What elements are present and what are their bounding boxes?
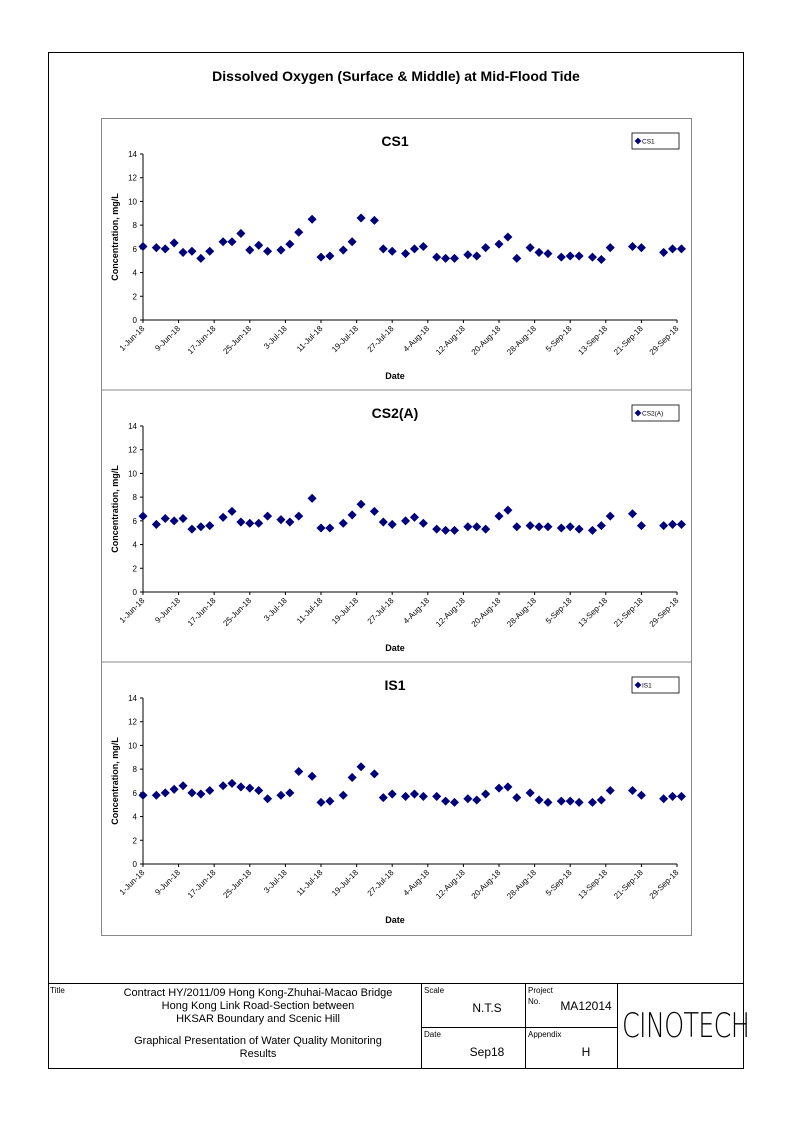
x-tick-label: 11-Jul-18 xyxy=(294,868,325,898)
x-tick-label: 3-Jul-18 xyxy=(262,596,289,623)
data-point xyxy=(494,240,503,249)
x-tick-label: 9-Jun-18 xyxy=(153,868,183,897)
y-axis-label: Concentration, mg/L xyxy=(110,465,120,553)
data-point xyxy=(637,791,646,800)
data-point xyxy=(138,512,147,521)
cinotech-logo: CINOTECH xyxy=(622,1006,750,1046)
scale-date-cell xyxy=(422,984,526,1069)
y-tick-label: 14 xyxy=(128,150,137,159)
data-point xyxy=(401,516,410,525)
data-point xyxy=(388,520,397,529)
title-label: Title xyxy=(50,986,65,995)
y-tick-label: 12 xyxy=(128,445,137,455)
data-point xyxy=(566,797,575,806)
data-point xyxy=(628,786,637,795)
data-point xyxy=(285,788,294,797)
data-point xyxy=(170,516,179,525)
data-point xyxy=(450,798,459,807)
x-tick-label: 28-Aug-18 xyxy=(505,596,539,629)
data-point xyxy=(276,246,285,255)
data-point xyxy=(379,244,388,253)
data-point xyxy=(161,244,170,253)
data-point xyxy=(526,788,535,797)
data-point xyxy=(512,793,521,802)
x-tick-label: 25-Jun-18 xyxy=(221,868,254,900)
chart-title: CS1 xyxy=(381,133,409,149)
data-point xyxy=(659,248,668,257)
x-tick-label: 29-Sep-18 xyxy=(647,868,681,901)
data-point xyxy=(535,248,544,257)
data-point xyxy=(308,215,317,224)
data-point xyxy=(179,248,188,257)
date-value: Sep18 xyxy=(469,1045,505,1059)
data-point xyxy=(526,243,535,252)
data-point xyxy=(450,254,459,263)
y-tick-label: 10 xyxy=(128,197,137,207)
y-tick-label: 0 xyxy=(132,316,137,325)
data-point xyxy=(276,791,285,800)
data-point xyxy=(236,518,245,527)
data-point xyxy=(659,521,668,530)
data-point xyxy=(575,798,584,807)
data-point xyxy=(325,797,334,806)
x-tick-label: 5-Sep-18 xyxy=(543,868,574,898)
data-point xyxy=(263,512,272,521)
data-point xyxy=(379,793,388,802)
x-tick-label: 5-Sep-18 xyxy=(543,596,574,626)
data-point xyxy=(152,243,161,252)
x-axis-label: Date xyxy=(385,371,405,381)
data-point xyxy=(597,255,606,264)
data-point xyxy=(668,792,677,801)
y-tick-label: 6 xyxy=(132,244,137,254)
data-point xyxy=(196,254,205,263)
x-tick-label: 19-Jul-18 xyxy=(330,596,361,627)
y-tick-label: 0 xyxy=(132,860,137,869)
data-point xyxy=(379,518,388,527)
data-point xyxy=(463,794,472,803)
data-point xyxy=(566,251,575,260)
x-tick-label: 11-Jul-18 xyxy=(294,324,325,354)
x-tick-label: 19-Jul-18 xyxy=(330,324,361,355)
y-axis-label: Concentration, mg/L xyxy=(110,737,120,825)
data-point xyxy=(187,247,196,256)
x-tick-label: 12-Aug-18 xyxy=(434,596,467,629)
data-point xyxy=(512,254,521,263)
legend-label: CS2(A) xyxy=(642,410,664,418)
data-point xyxy=(481,243,490,252)
data-point xyxy=(179,514,188,523)
data-point xyxy=(472,795,481,804)
divider xyxy=(422,1027,526,1028)
data-point xyxy=(441,797,450,806)
x-tick-label: 21-Sep-18 xyxy=(612,324,645,357)
data-point xyxy=(196,790,205,799)
x-tick-label: 17-Jun-18 xyxy=(185,596,218,628)
data-point xyxy=(138,242,147,251)
data-point xyxy=(401,792,410,801)
appendix-label: Appendix xyxy=(528,1030,562,1039)
data-point xyxy=(219,781,228,790)
data-point xyxy=(227,779,236,788)
data-point xyxy=(637,243,646,252)
divider xyxy=(526,1027,618,1028)
data-point xyxy=(677,520,686,529)
x-tick-label: 20-Aug-18 xyxy=(469,324,503,357)
x-tick-label: 27-Jul-18 xyxy=(365,868,396,899)
y-tick-label: 8 xyxy=(132,221,137,231)
data-point xyxy=(161,788,170,797)
data-point xyxy=(294,228,303,237)
data-point xyxy=(152,520,161,529)
data-point xyxy=(659,794,668,803)
chart-title: CS2(A) xyxy=(371,405,419,421)
data-point xyxy=(410,790,419,799)
contract-title xyxy=(108,987,408,1026)
x-tick-label: 17-Jun-18 xyxy=(185,868,218,900)
data-point xyxy=(432,253,441,262)
y-tick-label: 10 xyxy=(128,741,137,751)
legend-label: IS1 xyxy=(642,682,652,690)
data-point xyxy=(219,237,228,246)
x-tick-label: 27-Jul-18 xyxy=(365,596,396,627)
data-point xyxy=(316,253,325,262)
data-point xyxy=(205,786,214,795)
drawing-subtitle-line: Graphical Presentation of Water Quality Monitoring xyxy=(134,1035,382,1047)
data-point xyxy=(606,786,615,795)
x-tick-label: 9-Jun-18 xyxy=(153,596,183,625)
x-tick-label: 4-Aug-18 xyxy=(401,868,432,898)
page-title: Dissolved Oxygen (Surface & Middle) at Mid-Flood Tide xyxy=(212,68,580,84)
data-point xyxy=(339,246,348,255)
title-block xyxy=(48,983,750,1069)
data-point xyxy=(543,798,552,807)
x-tick-label: 13-Sep-18 xyxy=(576,868,610,901)
data-point xyxy=(370,769,379,778)
y-tick-label: 4 xyxy=(132,268,137,278)
x-tick-label: 1-Jun-18 xyxy=(117,324,147,353)
data-point xyxy=(170,238,179,247)
y-tick-label: 8 xyxy=(132,765,137,775)
date-label: Date xyxy=(424,1030,441,1039)
data-point xyxy=(388,790,397,799)
data-point xyxy=(294,767,303,776)
drawing-subtitle xyxy=(108,1035,408,1061)
x-tick-label: 3-Jul-18 xyxy=(262,324,289,351)
title-cell xyxy=(48,984,422,1069)
data-point xyxy=(187,525,196,534)
charts-svg xyxy=(101,118,692,936)
data-point xyxy=(543,249,552,258)
x-tick-label: 19-Jul-18 xyxy=(330,868,361,899)
contract-title-line: HKSAR Boundary and Scenic Hill xyxy=(176,1013,340,1025)
x-tick-label: 12-Aug-18 xyxy=(434,868,467,901)
x-axis-label: Date xyxy=(385,915,405,925)
data-point xyxy=(339,791,348,800)
data-point xyxy=(219,513,228,522)
chart-title: IS1 xyxy=(384,677,406,693)
data-point xyxy=(677,792,686,801)
x-tick-label: 5-Sep-18 xyxy=(543,324,574,354)
y-tick-label: 14 xyxy=(128,422,137,431)
x-tick-label: 29-Sep-18 xyxy=(647,596,681,629)
data-point xyxy=(263,247,272,256)
contract-title-line: Contract HY/2011/09 Hong Kong-Zhuhai-Macao Bridge xyxy=(123,987,393,999)
data-point xyxy=(285,518,294,527)
project-no-label: No. xyxy=(528,997,541,1006)
data-point xyxy=(254,786,263,795)
data-point xyxy=(597,521,606,530)
data-point xyxy=(410,513,419,522)
x-tick-label: 9-Jun-18 xyxy=(153,324,183,353)
x-tick-label: 12-Aug-18 xyxy=(434,324,467,357)
data-point xyxy=(463,522,472,531)
y-tick-label: 2 xyxy=(132,292,137,302)
data-point xyxy=(138,791,147,800)
data-point xyxy=(557,523,566,532)
y-tick-label: 0 xyxy=(132,588,137,597)
data-point xyxy=(205,247,214,256)
y-tick-label: 10 xyxy=(128,469,137,479)
data-point xyxy=(245,519,254,528)
y-tick-label: 12 xyxy=(128,173,137,183)
data-point xyxy=(503,232,512,241)
data-point xyxy=(628,242,637,251)
data-point xyxy=(512,522,521,531)
data-point xyxy=(348,237,357,246)
data-point xyxy=(432,525,441,534)
x-tick-label: 21-Sep-18 xyxy=(612,596,645,629)
data-point xyxy=(357,214,366,223)
data-point xyxy=(161,514,170,523)
x-tick-label: 13-Sep-18 xyxy=(576,596,610,629)
data-point xyxy=(472,522,481,531)
y-tick-label: 2 xyxy=(132,836,137,846)
x-tick-label: 28-Aug-18 xyxy=(505,324,539,357)
data-point xyxy=(357,762,366,771)
data-point xyxy=(557,797,566,806)
appendix-value: H xyxy=(581,1045,591,1059)
data-point xyxy=(677,244,686,253)
data-point xyxy=(179,781,188,790)
data-point xyxy=(535,795,544,804)
data-point xyxy=(588,253,597,262)
y-tick-label: 2 xyxy=(132,564,137,574)
data-point xyxy=(294,512,303,521)
data-point xyxy=(668,244,677,253)
data-point xyxy=(410,244,419,253)
data-point xyxy=(419,792,428,801)
data-point xyxy=(401,249,410,258)
x-tick-label: 3-Jul-18 xyxy=(262,868,289,895)
data-point xyxy=(432,792,441,801)
data-point xyxy=(263,794,272,803)
legend-label: CS1 xyxy=(642,138,655,146)
data-point xyxy=(588,798,597,807)
data-point xyxy=(481,790,490,799)
project-cell xyxy=(526,984,618,1069)
y-tick-label: 14 xyxy=(128,694,137,703)
data-point xyxy=(227,507,236,516)
data-point xyxy=(316,523,325,532)
data-point xyxy=(588,526,597,535)
drawing-subtitle-line: Results xyxy=(239,1048,277,1060)
x-tick-label: 21-Sep-18 xyxy=(612,868,645,901)
data-point xyxy=(606,512,615,521)
data-point xyxy=(236,229,245,238)
data-point xyxy=(196,522,205,531)
data-point xyxy=(254,241,263,250)
data-point xyxy=(205,521,214,530)
x-tick-label: 11-Jul-18 xyxy=(294,596,325,626)
data-point xyxy=(152,791,161,800)
data-point xyxy=(236,782,245,791)
data-point xyxy=(628,509,637,518)
data-point xyxy=(348,510,357,519)
data-point xyxy=(170,785,179,794)
y-tick-label: 6 xyxy=(132,788,137,798)
data-point xyxy=(388,247,397,256)
x-tick-label: 20-Aug-18 xyxy=(469,596,503,629)
x-tick-label: 1-Jun-18 xyxy=(117,596,147,625)
data-point xyxy=(575,525,584,534)
data-point xyxy=(503,782,512,791)
data-point xyxy=(668,520,677,529)
y-tick-label: 6 xyxy=(132,516,137,526)
x-tick-label: 20-Aug-18 xyxy=(469,868,503,901)
scale-value: N.T.S xyxy=(472,1001,502,1015)
x-tick-label: 13-Sep-18 xyxy=(576,324,610,357)
data-point xyxy=(463,250,472,259)
data-point xyxy=(450,526,459,535)
data-point xyxy=(187,788,196,797)
data-point xyxy=(227,237,236,246)
data-point xyxy=(245,246,254,255)
data-point xyxy=(557,253,566,262)
data-point xyxy=(543,522,552,531)
data-point xyxy=(535,522,544,531)
data-point xyxy=(370,507,379,516)
data-point xyxy=(419,242,428,251)
x-axis-label: Date xyxy=(385,643,405,653)
data-point xyxy=(245,784,254,793)
scale-label: Scale xyxy=(424,986,445,995)
data-point xyxy=(316,798,325,807)
data-point xyxy=(526,521,535,530)
data-point xyxy=(339,519,348,528)
data-point xyxy=(441,526,450,535)
data-point xyxy=(606,243,615,252)
data-point xyxy=(503,506,512,515)
data-point xyxy=(637,521,646,530)
y-tick-label: 4 xyxy=(132,540,137,550)
x-tick-label: 25-Jun-18 xyxy=(221,324,254,356)
data-point xyxy=(419,519,428,528)
x-tick-label: 25-Jun-18 xyxy=(221,596,254,628)
data-point xyxy=(481,525,490,534)
x-tick-label: 17-Jun-18 xyxy=(185,324,218,356)
data-point xyxy=(597,795,606,804)
data-point xyxy=(325,523,334,532)
data-point xyxy=(348,773,357,782)
x-tick-label: 29-Sep-18 xyxy=(647,324,681,357)
x-tick-label: 4-Aug-18 xyxy=(401,596,432,626)
x-tick-label: 4-Aug-18 xyxy=(401,324,432,354)
data-point xyxy=(285,240,294,249)
y-tick-label: 4 xyxy=(132,812,137,822)
data-point xyxy=(357,500,366,509)
x-tick-label: 27-Jul-18 xyxy=(365,324,396,355)
data-point xyxy=(254,519,263,528)
y-axis-label: Concentration, mg/L xyxy=(110,193,120,281)
y-tick-label: 8 xyxy=(132,493,137,503)
data-point xyxy=(308,494,317,503)
project-no-value: MA12014 xyxy=(560,999,612,1013)
data-point xyxy=(494,512,503,521)
data-point xyxy=(494,784,503,793)
data-point xyxy=(575,251,584,260)
x-tick-label: 1-Jun-18 xyxy=(117,868,147,897)
data-point xyxy=(370,216,379,225)
data-point xyxy=(308,772,317,781)
data-point xyxy=(566,522,575,531)
data-point xyxy=(276,515,285,524)
y-tick-label: 12 xyxy=(128,717,137,727)
data-point xyxy=(472,251,481,260)
contract-title-line: Hong Kong Link Road-Section between xyxy=(161,1000,355,1012)
project-label: Project xyxy=(528,986,553,995)
data-point xyxy=(441,254,450,263)
x-tick-label: 28-Aug-18 xyxy=(505,868,539,901)
data-point xyxy=(325,251,334,260)
